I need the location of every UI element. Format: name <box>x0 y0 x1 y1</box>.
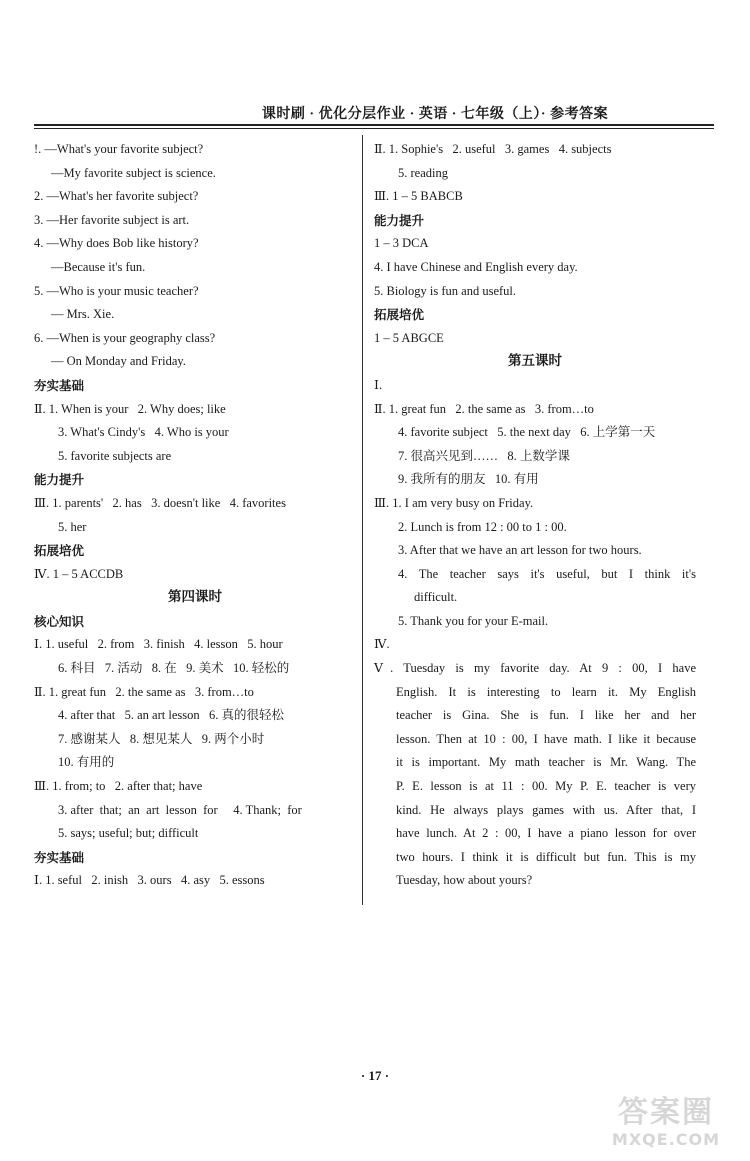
lesson-title: 第五课时 <box>508 353 562 370</box>
header-rule-thin <box>34 128 714 129</box>
page-number: · 17 · <box>360 1068 390 1083</box>
answer-line: 4. The teacher says it's useful, but I think it's <box>398 566 696 581</box>
answer-line: 4. after that 5. an art lesson 6. 真的很轻松 <box>58 708 284 723</box>
answer-line: Ⅲ. 1 – 5 BABCB <box>374 189 463 204</box>
answer-line: 3. —Her favorite subject is art. <box>34 212 190 227</box>
section-heading: 拓展培优 <box>374 307 425 323</box>
essay-line: P. E. lesson is at 11 : 00. My P. E. teacher is very <box>396 779 696 794</box>
column-divider <box>362 135 363 905</box>
answer-line: Ⅱ. 1. great fun 2. the same as 3. from…to <box>34 684 254 699</box>
section-heading: 拓展培优 <box>34 543 85 559</box>
answer-line: Ⅲ. 1. from; to 2. after that; have <box>34 779 203 794</box>
answer-line: Ⅰ. 1. useful 2. from 3. finish 4. lesson 5. hour <box>34 637 283 652</box>
section-heading: 夯实基础 <box>34 849 85 865</box>
answer-line: 3. After that we have an art lesson for two hours. <box>398 543 642 558</box>
watermark-logo-text: 答案圈 <box>618 1095 714 1130</box>
essay-line: it is important. My math teacher is Mr. Wang. The <box>396 755 696 770</box>
answer-line: 1 – 5 ABGCE <box>374 330 444 345</box>
answer-line: 6. —When is your geography class? <box>34 330 216 345</box>
answer-line: 4. —Why does Bob like history? <box>34 236 199 251</box>
answer-line: 10. 有用的 <box>58 755 115 770</box>
answer-line: — On Monday and Friday. <box>51 354 186 369</box>
answer-line: 5. her <box>58 519 87 534</box>
essay-line: teacher is Gina. She is fun. I like her and her <box>396 708 696 723</box>
section-heading: 能力提升 <box>374 212 425 228</box>
answer-line: Ⅰ. 1. seful 2. inish 3. ours 4. asy 5. essons <box>34 873 265 888</box>
answer-line: 7. 很高兴见到…… 8. 上数学课 <box>398 448 570 463</box>
essay-line: English. It is interesting to learn it. My English <box>396 684 696 699</box>
section-heading: 能力提升 <box>34 472 85 488</box>
answer-line: Ⅲ. 1. parents' 2. has 3. doesn't like 4. favorites <box>34 495 286 510</box>
essay-line: Ⅴ. Tuesday is my favorite day. At 9 : 00, I have <box>374 661 696 676</box>
answer-line: 3. after that; an art lesson for 4. Thank; for <box>58 802 302 817</box>
answer-line: 5. favorite subjects are <box>58 448 172 463</box>
answer-line: 5. reading <box>398 165 448 180</box>
answer-line: !. —What's your favorite subject? <box>34 142 204 156</box>
answer-line: Ⅱ. 1. When is your 2. Why does; like <box>34 401 226 416</box>
essay-line: two hours. I think it is difficult but fun. This is my <box>396 849 696 864</box>
answer-line: Ⅱ. 1. Sophie's 2. useful 3. games 4. subjects <box>374 142 612 156</box>
header-rule-thick <box>34 124 714 126</box>
answer-line: 5. says; useful; but; difficult <box>58 826 199 841</box>
essay-line: lesson. Then at 10 : 00, I have math. I like it because <box>396 731 696 746</box>
answer-line: 2. —What's her favorite subject? <box>34 189 199 204</box>
essay-line: have lunch. At 2 : 00, I have a piano lesson for over <box>396 826 696 841</box>
section-heading: 夯实基础 <box>34 377 85 393</box>
answer-line: difficult. <box>414 590 458 605</box>
watermark-logo <box>596 1096 736 1154</box>
answer-line: 6. 科目 7. 活动 8. 在 9. 美术 10. 轻松的 <box>58 661 290 676</box>
left-column <box>34 138 356 893</box>
section-heading: 核心知识 <box>34 613 85 629</box>
essay-line: kind. He always plays games with us. After that, I <box>396 802 696 817</box>
page-header-title: 课时刷 · 优化分层作业 · 英语 · 七年级（上）· 参考答案 <box>261 107 609 122</box>
answer-line: 7. 感谢某人 8. 想见某人 9. 两个小时 <box>58 731 265 746</box>
right-column <box>374 138 696 893</box>
answer-line: Ⅰ. <box>374 377 383 392</box>
lesson-title: 第四课时 <box>168 589 222 606</box>
answer-line: 5. Thank you for your E-mail. <box>398 613 549 628</box>
answer-line: Ⅳ. <box>374 637 390 652</box>
answer-line: 4. I have Chinese and English every day. <box>374 259 578 274</box>
answer-line: 4. favorite subject 5. the next day 6. 上学第一天 <box>398 425 656 440</box>
answer-line: 5. —Who is your music teacher? <box>34 283 199 298</box>
answer-line: 3. What's Cindy's 4. Who is your <box>58 425 229 440</box>
answer-line: Ⅳ. 1 – 5 ACCDB <box>34 566 124 581</box>
watermark-logo-url: MXQE.COM <box>611 1130 721 1149</box>
answer-line: — Mrs. Xie. <box>51 307 115 322</box>
answer-line: 1 – 3 DCA <box>374 236 429 251</box>
answer-line: 2. Lunch is from 12 : 00 to 1 : 00. <box>398 519 567 534</box>
answer-line: 5. Biology is fun and useful. <box>374 283 517 298</box>
answer-line: —My favorite subject is science. <box>51 165 216 180</box>
essay-line: Tuesday, how about yours? <box>396 873 533 888</box>
answer-line: Ⅲ. 1. I am very busy on Friday. <box>374 495 534 510</box>
answer-line: Ⅱ. 1. great fun 2. the same as 3. from…to <box>374 401 594 416</box>
answer-line: 9. 我所有的朋友 10. 有用 <box>398 472 539 487</box>
answer-line: —Because it's fun. <box>51 259 146 274</box>
